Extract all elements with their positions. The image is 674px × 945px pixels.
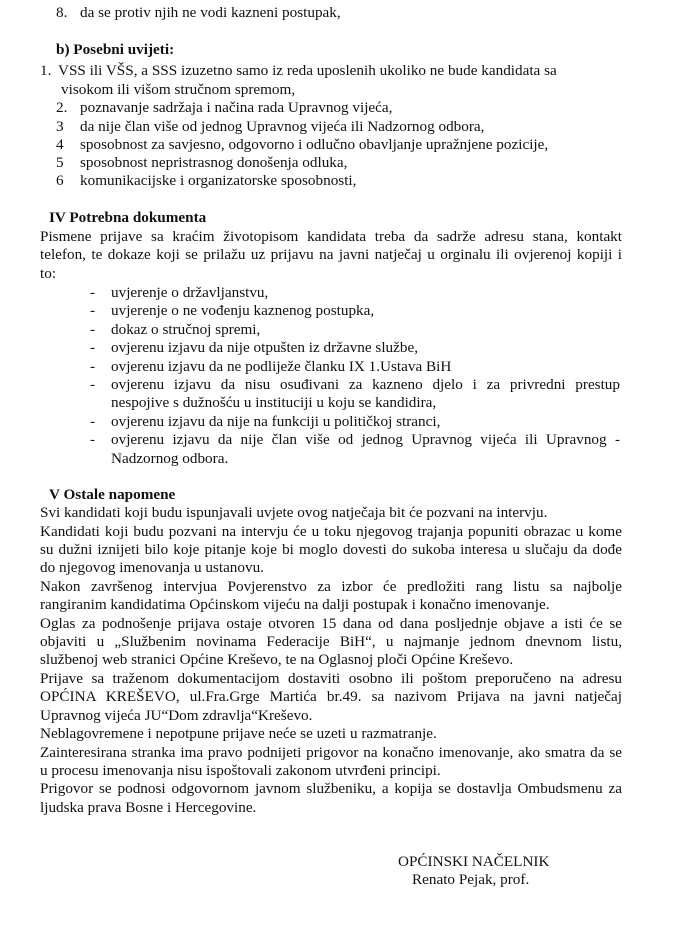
note-paragraph-5-cont: OPĆINA KREŠEVO, ul.Fra.Grge Martića br.49. sa nazivom Prijava na javni natječaj <box>40 688 622 705</box>
dash-bullet: - <box>90 376 96 393</box>
note-paragraph-2-cont: su dužni iznijeti bilo koje pitanje koje bi moglo dovesti do sukoba interesa u slučaju da dođe <box>40 541 622 558</box>
special-conditions-heading: b) Posebni uvijeti: <box>56 41 175 58</box>
document-item-4: ovjerenu izjavu da nije otpušten iz državne službe, <box>111 339 419 356</box>
dash-bullet: - <box>90 358 96 375</box>
document-item-6-cont: nespojive s dužnošću u instituciji u koju se kandidira, <box>111 394 437 411</box>
list-num-3: 3 <box>56 118 64 135</box>
list-num-8: 8. <box>56 4 68 21</box>
special-condition-4: sposobnost za savjesno, odgovorno i odlučno obavljanje upražnjene pozicije, <box>80 136 549 153</box>
note-paragraph-4: Oglas za podnošenje prijava ostaje otvoren 15 dana od dana posljednje objave a isti će se <box>40 615 622 632</box>
document-item-3: dokaz o stručnoj spremi, <box>111 321 261 338</box>
list-num-6: 6 <box>56 172 64 189</box>
dash-bullet: - <box>90 302 96 319</box>
notes-heading: V Ostale napomene <box>49 486 176 503</box>
list-num-1: 1. <box>40 62 52 79</box>
special-condition-2: poznavanje sadržaja i načina rada Upravnog vijeća, <box>80 99 393 116</box>
list-num-5: 5 <box>56 154 64 171</box>
document-item-2: uvjerenje o ne vođenju kaznenog postupka, <box>111 302 375 319</box>
note-paragraph-3-end: rangiranim kandidatima Općinskom vijeću na dalji postupak i konačno imenovanje. <box>40 596 550 613</box>
note-paragraph-5-end: Upravnog vijeća JU“Dom zdravlja“Kreševo. <box>40 707 313 724</box>
documents-intro-line-2: telefon, te dokaze koji se prilažu uz prijavu na javni natječaj u orginalu ili ovjerenoj kopiji i <box>40 246 622 263</box>
note-paragraph-4-end: službenoj web stranici Općine Kreševo, te na Oglasnoj ploči Općine Kreševo. <box>40 651 514 668</box>
general-condition-8: da se protiv njih ne vodi kazneni postupak, <box>80 4 341 21</box>
note-paragraph-1: Svi kandidati koji budu ispunjavali uvjete ovog natječaja bit će pozvani na intervju. <box>40 504 548 521</box>
note-paragraph-2-end: do njegovog imenovanja u ustanovu. <box>40 559 264 576</box>
special-condition-1-cont: visokom ili višom stručnom spremom, <box>61 81 296 98</box>
signatory-name: Renato Pejak, prof. <box>412 871 530 888</box>
dash-bullet: - <box>90 321 96 338</box>
document-item-7: ovjerenu izjavu da nije na funkciji u političkoj stranci, <box>111 413 441 430</box>
note-paragraph-5: Prijave sa traženom dokumentacijom dostaviti osobno ili poštom preporučeno na adresu <box>40 670 622 687</box>
note-paragraph-7: Zainteresirana stranka ima pravo podnijeti prigovor na konačno imenovanje, ako smatra da se <box>40 744 622 761</box>
documents-intro-line-1: Pismene prijave sa kraćim životopisom kandidata treba da sadrže adresu stana, kontakt <box>40 228 622 245</box>
documents-heading: IV Potrebna dokumenta <box>49 209 207 226</box>
note-paragraph-6: Neblagovremene i nepotpune prijave neće se uzeti u razmatranje. <box>40 725 437 742</box>
note-paragraph-4-cont: objaviti u „Službenim novinama Federacije BiH“, u najmanje jednom dnevnom listu, <box>40 633 622 650</box>
document-item-1: uvjerenje o državljanstvu, <box>111 284 269 301</box>
special-condition-6: komunikacijske i organizatorske sposobnosti, <box>80 172 357 189</box>
note-paragraph-7-end: u procesu imenovanja nisu ispoštovali zakonom utvrđeni principi. <box>40 762 441 779</box>
special-condition-5: sposobnost nepristrasnog donošenja odluka, <box>80 154 348 171</box>
document-item-5: ovjerenu izjavu da ne podliježe članku IX 1.Ustava BiH <box>111 358 452 375</box>
dash-bullet: - <box>90 339 96 356</box>
document-item-6: ovjerenu izjavu da nisu osuđivani za kazneno djelo i za privredni prestup <box>111 376 620 393</box>
documents-intro-line-3: to: <box>40 265 57 282</box>
special-condition-1: VSS ili VŠS, a SSS izuzetno samo iz reda uposlenih ukoliko ne bude kandidata sa <box>58 62 557 79</box>
dash-bullet: - <box>90 431 96 448</box>
note-paragraph-2: Kandidati koji budu pozvani na intervju će u toku njegovog trajanja popuniti obrazac u kome <box>40 523 622 540</box>
special-condition-3: da nije član više od jednog Upravnog vijeća ili Nadzornog odbora, <box>80 118 485 135</box>
document-item-8-cont: Nadzornog odbora. <box>111 450 229 467</box>
signatory-title: OPĆINSKI NAČELNIK <box>398 853 550 870</box>
note-paragraph-3: Nakon završenog intervjua Povjerenstvo za izbor će predložiti rang listu sa najbolje <box>40 578 622 595</box>
note-paragraph-8-end: ljudska prava Bosne i Hercegovine. <box>40 799 257 816</box>
dash-bullet: - <box>90 413 96 430</box>
list-num-2: 2. <box>56 99 68 116</box>
list-num-4: 4 <box>56 136 64 153</box>
note-paragraph-8: Prigovor se podnosi odgovornom javnom službeniku, a kopija se dostavlja Ombudsmenu za <box>40 780 622 797</box>
dash-bullet: - <box>90 284 96 301</box>
document-item-8: ovjerenu izjavu da nije član više od jednog Upravnog vijeća ili Upravnog - <box>111 431 620 448</box>
